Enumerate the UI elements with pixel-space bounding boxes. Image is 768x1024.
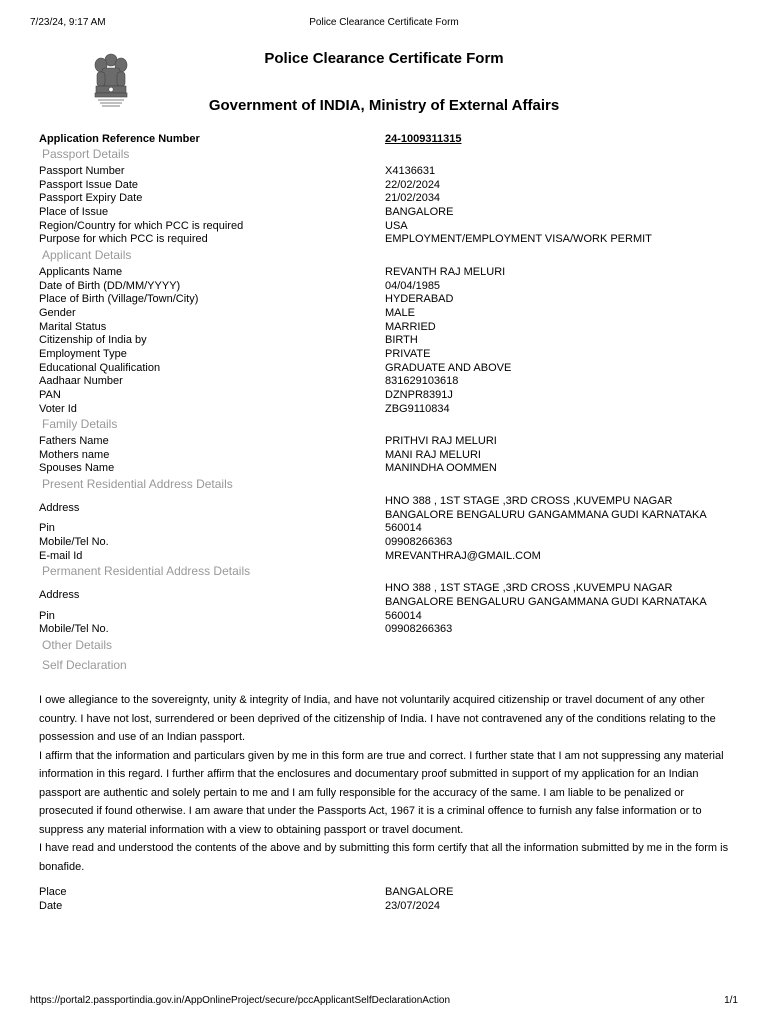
field-value: 560014 (385, 609, 422, 622)
field-label: PAN (39, 388, 61, 401)
aadhaar-row (39, 375, 739, 389)
signoff (39, 886, 739, 913)
field-value: 22/02/2024 (385, 178, 441, 191)
present-pin-row (39, 522, 739, 536)
field-value: X4136631 (385, 165, 436, 177)
date-row (39, 900, 739, 914)
passport-issue-date-row (39, 179, 739, 193)
field-label: Passport Expiry Date (39, 192, 143, 205)
applicant-name-row (39, 266, 739, 280)
fathers-name-row (39, 435, 739, 449)
field-label: Citizenship of India by (39, 334, 147, 347)
field-value: MANINDHA OOMMEN (385, 462, 497, 475)
citizenship-row (39, 334, 739, 348)
field-label: Applicants Name (39, 265, 123, 278)
field-label: Spouses Name (39, 462, 115, 475)
field-label: Educational Qualification (39, 361, 161, 374)
declaration-paragraph: I have read and understood the contents of the above and by submitting this form certify that all the information submitted by me in the form is bonafide. (39, 842, 729, 873)
field-label: Mothers name (39, 448, 110, 461)
mothers-name-row (39, 449, 739, 463)
field-value: REVANTH RAJ MELURI (385, 265, 506, 278)
field-label: Employment Type (39, 347, 127, 360)
field-label: Pin (39, 609, 55, 622)
field-value: 09908266363 (385, 623, 453, 636)
spouses-name-row (39, 462, 739, 476)
field-label: Passport Issue Date (39, 178, 139, 191)
section-heading-passport: Passport Details (42, 147, 130, 161)
field-label: Fathers Name (39, 435, 109, 448)
field-value: DZNPR8391J (385, 388, 453, 401)
permanent-pin-row (39, 610, 739, 624)
print-doc-title: Police Clearance Certificate Form (309, 17, 459, 28)
field-value: ZBG9110834 (385, 402, 450, 415)
field-label: Place of Issue (39, 205, 109, 218)
field-value: 04/04/1985 (385, 279, 441, 292)
place-of-issue-row (39, 206, 739, 220)
field-label: Pin (39, 522, 55, 535)
field-label: Purpose for which PCC is required (39, 233, 208, 246)
form-subtitle: Government of INDIA, Ministry of External Affairs (208, 97, 560, 114)
declaration-paragraph: I affirm that the information and particulars given by me in this form are true and correct. I further state that I am not suppressing any material information in this regard. I further affirm that the enclosures and documentary proof submitted in support of my application for an Indian passport are authentic and solely pertain to me and I am fully responsible for the accuracy of the same. I am liable to be penalized or prosecuted if found otherwise. I am aware that under the Passports Act, 1967 it is a criminal offence to furnish any false information or to suppress any material information with a view to obtaining passport or travel document. (39, 749, 724, 836)
purpose-row (39, 233, 739, 247)
field-label: Aadhaar Number (39, 375, 123, 388)
field-value: PRIVATE (385, 347, 431, 360)
field-value: EMPLOYMENT/EMPLOYMENT VISA/WORK PERMIT (385, 233, 652, 246)
field-label: Region/Country for which PCC is required (39, 219, 244, 232)
field-value: MANI RAJ MELURI (385, 448, 481, 461)
address-line: BANGALORE BENGALURU GANGAMMANA GUDI KARNATAKA (385, 508, 707, 521)
field-value: BANGALORE (385, 886, 454, 899)
date-of-birth-row (39, 280, 739, 294)
field-value (385, 582, 739, 609)
field-label: Date of Birth (DD/MM/YYYY) (39, 279, 181, 292)
section-heading-permanent-address: Permanent Residential Address Details (42, 564, 251, 579)
field-value: PRITHVI RAJ MELURI (385, 435, 497, 448)
declaration-paragraph: I owe allegiance to the sovereignty, unity & integrity of India, and have not voluntarily acquired citizenship or travel document of any other country. I have not lost, surrendered or been deprived of the citizenship of India. I have not contravened any of the conditions relating to the possession and use of an Indian passport. (39, 694, 716, 744)
field-label: Address (39, 589, 80, 602)
print-footer (30, 995, 738, 1009)
field-value: 560014 (385, 522, 422, 535)
page-number: 1/1 (724, 995, 738, 1006)
reference-label: Application Reference Number (39, 133, 200, 145)
field-label: Mobile/Tel No. (39, 536, 109, 549)
passport-number-row (39, 165, 739, 179)
education-row (39, 362, 739, 376)
field-value: 831629103618 (385, 375, 459, 388)
field-value: HYDERABAD (385, 293, 454, 306)
field-value (385, 495, 739, 522)
field-label: Address (39, 501, 80, 514)
present-address-row (39, 495, 739, 522)
form-title: Police Clearance Certificate Form (264, 50, 504, 67)
field-label: Date (39, 899, 63, 912)
permanent-mobile-row (39, 623, 739, 637)
field-value: 09908266363 (385, 536, 453, 549)
self-declaration-text (39, 691, 739, 876)
gender-row (39, 307, 739, 321)
field-label: Mobile/Tel No. (39, 623, 109, 636)
section-heading-family: Family Details (42, 417, 118, 432)
region-country-row (39, 220, 739, 234)
field-label: Marital Status (39, 320, 107, 333)
address-line: HNO 388 , 1ST STAGE ,3RD CROSS ,KUVEMPU NAGAR (385, 582, 673, 595)
field-label: Place (39, 886, 67, 899)
section-heading-present-address: Present Residential Address Details (42, 477, 233, 492)
section-heading-self-declaration: Self Declaration (42, 658, 127, 673)
section-heading-applicant: Applicant Details (42, 247, 132, 262)
field-label: Voter Id (39, 402, 77, 415)
marital-status-row (39, 321, 739, 335)
place-of-birth-row (39, 293, 739, 307)
print-datetime: 7/23/24, 9:17 AM (30, 17, 106, 28)
place-row (39, 886, 739, 900)
passport-expiry-date-row (39, 192, 739, 206)
print-header (30, 17, 738, 31)
employment-type-row (39, 348, 739, 362)
reference-row (39, 132, 739, 146)
address-line: HNO 388 , 1ST STAGE ,3RD CROSS ,KUVEMPU NAGAR (385, 495, 673, 508)
field-value: BANGALORE (385, 205, 454, 218)
field-value: MARRIED (385, 320, 436, 333)
field-label: E-mail Id (39, 549, 83, 562)
field-value: MALE (385, 306, 415, 319)
address-line: BANGALORE BENGALURU GANGAMMANA GUDI KARNATAKA (385, 596, 707, 609)
field-value: USA (385, 219, 408, 232)
field-value: BIRTH (385, 334, 418, 347)
page-url: https://portal2.passportindia.gov.in/AppOnlineProject/secure/pccApplicantSelfDeclarationAction (30, 995, 451, 1006)
field-value: 21/02/2034 (385, 192, 441, 205)
field-label: Passport Number (39, 165, 125, 177)
voter-id-row (39, 403, 739, 417)
field-value: GRADUATE AND ABOVE (385, 361, 512, 374)
reference-value: 24-1009311315 (385, 133, 462, 145)
section-heading-other: Other Details (42, 638, 113, 653)
field-label: Place of Birth (Village/Town/City) (39, 293, 199, 306)
field-label: Gender (39, 306, 76, 319)
present-email-row (39, 550, 739, 564)
pan-row (39, 389, 739, 403)
field-value: 23/07/2024 (385, 899, 441, 912)
permanent-address-row (39, 582, 739, 609)
pcc-form (39, 132, 739, 913)
present-mobile-row (39, 536, 739, 550)
field-value: MREVANTHRAJ@GMAIL.COM (385, 549, 541, 562)
